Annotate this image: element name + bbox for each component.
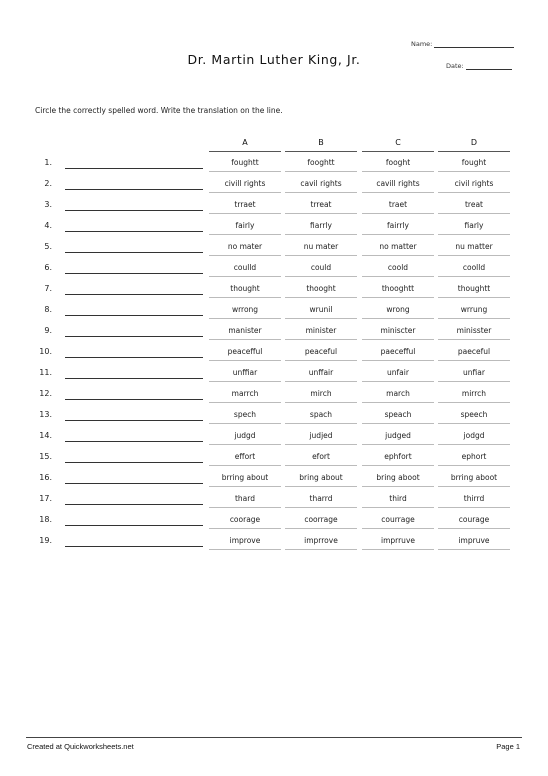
answer-line[interactable]: [65, 504, 203, 505]
spelling-option-b[interactable]: fiarrly: [285, 221, 357, 235]
answer-line[interactable]: [65, 294, 203, 295]
answer-line[interactable]: [65, 483, 203, 484]
question-row: [0, 513, 548, 534]
spelling-option-d[interactable]: civil rights: [438, 179, 510, 193]
spelling-option-c[interactable]: fairrly: [362, 221, 434, 235]
spelling-option-b[interactable]: imprrove: [285, 536, 357, 550]
spelling-option-a[interactable]: foughtt: [209, 158, 281, 172]
spelling-option-d[interactable]: fiarly: [438, 221, 510, 235]
footer-credit: Created at Quickworksheets.net: [27, 742, 134, 751]
question-row: [0, 366, 548, 387]
column-header-c: C: [362, 138, 434, 152]
spelling-option-a[interactable]: wrrong: [209, 305, 281, 319]
spelling-option-d[interactable]: nu matter: [438, 242, 510, 256]
spelling-option-c[interactable]: traet: [362, 200, 434, 214]
question-row: [0, 492, 548, 513]
spelling-option-c[interactable]: ephfort: [362, 452, 434, 466]
spelling-option-b[interactable]: coorrage: [285, 515, 357, 529]
spelling-option-d[interactable]: mirrch: [438, 389, 510, 403]
spelling-option-b[interactable]: bring about: [285, 473, 357, 487]
answer-line[interactable]: [65, 441, 203, 442]
name-label: Name:: [411, 40, 433, 48]
spelling-option-c[interactable]: cavill rights: [362, 179, 434, 193]
spelling-option-c[interactable]: bring aboot: [362, 473, 434, 487]
spelling-option-d[interactable]: jodgd: [438, 431, 510, 445]
spelling-option-d[interactable]: impruve: [438, 536, 510, 550]
spelling-option-d[interactable]: unfiar: [438, 368, 510, 382]
date-line[interactable]: [466, 69, 512, 70]
question-number: 3.: [44, 200, 52, 209]
answer-line[interactable]: [65, 189, 203, 190]
question-row: [0, 156, 548, 177]
question-number: 5.: [44, 242, 52, 251]
answer-line[interactable]: [65, 168, 203, 169]
spelling-option-c[interactable]: march: [362, 389, 434, 403]
spelling-option-c[interactable]: thooghtt: [362, 284, 434, 298]
question-number: 13.: [39, 410, 52, 419]
question-row: [0, 177, 548, 198]
page-number: Page 1: [496, 742, 520, 751]
answer-line[interactable]: [65, 273, 203, 274]
spelling-option-c[interactable]: unfair: [362, 368, 434, 382]
answer-line[interactable]: [65, 462, 203, 463]
spelling-option-a[interactable]: peacefful: [209, 347, 281, 361]
name-line[interactable]: [434, 47, 514, 48]
column-header-b: B: [285, 138, 357, 152]
question-row: [0, 261, 548, 282]
answer-line[interactable]: [65, 210, 203, 211]
column-header-d: D: [438, 138, 510, 152]
spelling-option-a[interactable]: effort: [209, 452, 281, 466]
spelling-option-d[interactable]: speech: [438, 410, 510, 424]
spelling-option-a[interactable]: manister: [209, 326, 281, 340]
answer-line[interactable]: [65, 336, 203, 337]
spelling-option-b[interactable]: peaceful: [285, 347, 357, 361]
answer-line[interactable]: [65, 231, 203, 232]
spelling-option-c[interactable]: coold: [362, 263, 434, 277]
question-number: 7.: [44, 284, 52, 293]
spelling-option-d[interactable]: ephort: [438, 452, 510, 466]
question-row: [0, 387, 548, 408]
question-number: 15.: [39, 452, 52, 461]
spelling-option-c[interactable]: speach: [362, 410, 434, 424]
spelling-option-d[interactable]: coolld: [438, 263, 510, 277]
question-row: [0, 303, 548, 324]
question-number: 6.: [44, 263, 52, 272]
question-row: [0, 282, 548, 303]
question-number: 18.: [39, 515, 52, 524]
spelling-option-a[interactable]: no mater: [209, 242, 281, 256]
spelling-option-b[interactable]: wrunil: [285, 305, 357, 319]
question-number: 16.: [39, 473, 52, 482]
spelling-option-a[interactable]: brring about: [209, 473, 281, 487]
answer-line[interactable]: [65, 315, 203, 316]
date-field[interactable]: [446, 62, 512, 70]
question-row: [0, 219, 548, 240]
question-number: 12.: [39, 389, 52, 398]
spelling-option-b[interactable]: nu mater: [285, 242, 357, 256]
spelling-option-a[interactable]: spech: [209, 410, 281, 424]
spelling-option-d[interactable]: fought: [438, 158, 510, 172]
spelling-option-d[interactable]: treat: [438, 200, 510, 214]
spelling-option-a[interactable]: coorage: [209, 515, 281, 529]
footer-divider: [26, 737, 522, 738]
question-number: 2.: [44, 179, 52, 188]
spelling-option-d[interactable]: wrrung: [438, 305, 510, 319]
spelling-option-d[interactable]: courage: [438, 515, 510, 529]
spelling-option-a[interactable]: thought: [209, 284, 281, 298]
spelling-option-b[interactable]: spach: [285, 410, 357, 424]
name-field[interactable]: [411, 40, 514, 48]
answer-line[interactable]: [65, 525, 203, 526]
question-number: 4.: [44, 221, 52, 230]
spelling-option-b[interactable]: could: [285, 263, 357, 277]
answer-line[interactable]: [65, 378, 203, 379]
spelling-option-c[interactable]: paecefful: [362, 347, 434, 361]
spelling-option-a[interactable]: unffiar: [209, 368, 281, 382]
spelling-option-d[interactable]: paeceful: [438, 347, 510, 361]
spelling-option-b[interactable]: cavil rights: [285, 179, 357, 193]
spelling-option-a[interactable]: marrch: [209, 389, 281, 403]
spelling-option-b[interactable]: fooghtt: [285, 158, 357, 172]
question-row: [0, 324, 548, 345]
spelling-option-a[interactable]: trraet: [209, 200, 281, 214]
answer-line[interactable]: [65, 357, 203, 358]
spelling-option-c[interactable]: third: [362, 494, 434, 508]
question-number: 19.: [39, 536, 52, 545]
spelling-option-c[interactable]: imprruve: [362, 536, 434, 550]
question-row: [0, 408, 548, 429]
date-label: Date:: [446, 62, 464, 70]
spelling-option-a[interactable]: coulld: [209, 263, 281, 277]
spelling-option-b[interactable]: tharrd: [285, 494, 357, 508]
spelling-option-b[interactable]: judjed: [285, 431, 357, 445]
spelling-option-d[interactable]: thirrd: [438, 494, 510, 508]
question-row: [0, 450, 548, 471]
spelling-option-c[interactable]: judged: [362, 431, 434, 445]
answer-line[interactable]: [65, 399, 203, 400]
spelling-option-b[interactable]: mirch: [285, 389, 357, 403]
spelling-option-a[interactable]: improve: [209, 536, 281, 550]
spelling-option-a[interactable]: thard: [209, 494, 281, 508]
spelling-option-d[interactable]: brring aboot: [438, 473, 510, 487]
spelling-option-a[interactable]: fairly: [209, 221, 281, 235]
question-number: 1.: [44, 158, 52, 167]
spelling-option-c[interactable]: fooght: [362, 158, 434, 172]
instructions: Circle the correctly spelled word. Write the translation on the line.: [35, 106, 283, 115]
question-row: [0, 345, 548, 366]
spelling-option-c[interactable]: wrong: [362, 305, 434, 319]
spelling-option-b[interactable]: thooght: [285, 284, 357, 298]
question-number: 9.: [44, 326, 52, 335]
question-number: 8.: [44, 305, 52, 314]
page-title: Dr. Martin Luther King, Jr.: [187, 52, 361, 67]
answer-line[interactable]: [65, 546, 203, 547]
spelling-option-b[interactable]: trreat: [285, 200, 357, 214]
spelling-option-a[interactable]: judgd: [209, 431, 281, 445]
question-number: 17.: [39, 494, 52, 503]
spelling-option-a[interactable]: civill rights: [209, 179, 281, 193]
spelling-option-c[interactable]: courrage: [362, 515, 434, 529]
spelling-option-b[interactable]: minister: [285, 326, 357, 340]
answer-line[interactable]: [65, 252, 203, 253]
spelling-option-d[interactable]: thoughtt: [438, 284, 510, 298]
question-number: 10.: [39, 347, 52, 356]
question-row: [0, 429, 548, 450]
spelling-option-c[interactable]: no matter: [362, 242, 434, 256]
question-number: 14.: [39, 431, 52, 440]
question-number: 11.: [39, 368, 52, 377]
spelling-option-b[interactable]: unffair: [285, 368, 357, 382]
spelling-option-c[interactable]: miniscter: [362, 326, 434, 340]
spelling-option-d[interactable]: minisster: [438, 326, 510, 340]
question-row: [0, 534, 548, 555]
answer-line[interactable]: [65, 420, 203, 421]
question-row: [0, 198, 548, 219]
question-row: [0, 471, 548, 492]
column-header-a: A: [209, 138, 281, 152]
question-row: [0, 240, 548, 261]
spelling-option-b[interactable]: efort: [285, 452, 357, 466]
